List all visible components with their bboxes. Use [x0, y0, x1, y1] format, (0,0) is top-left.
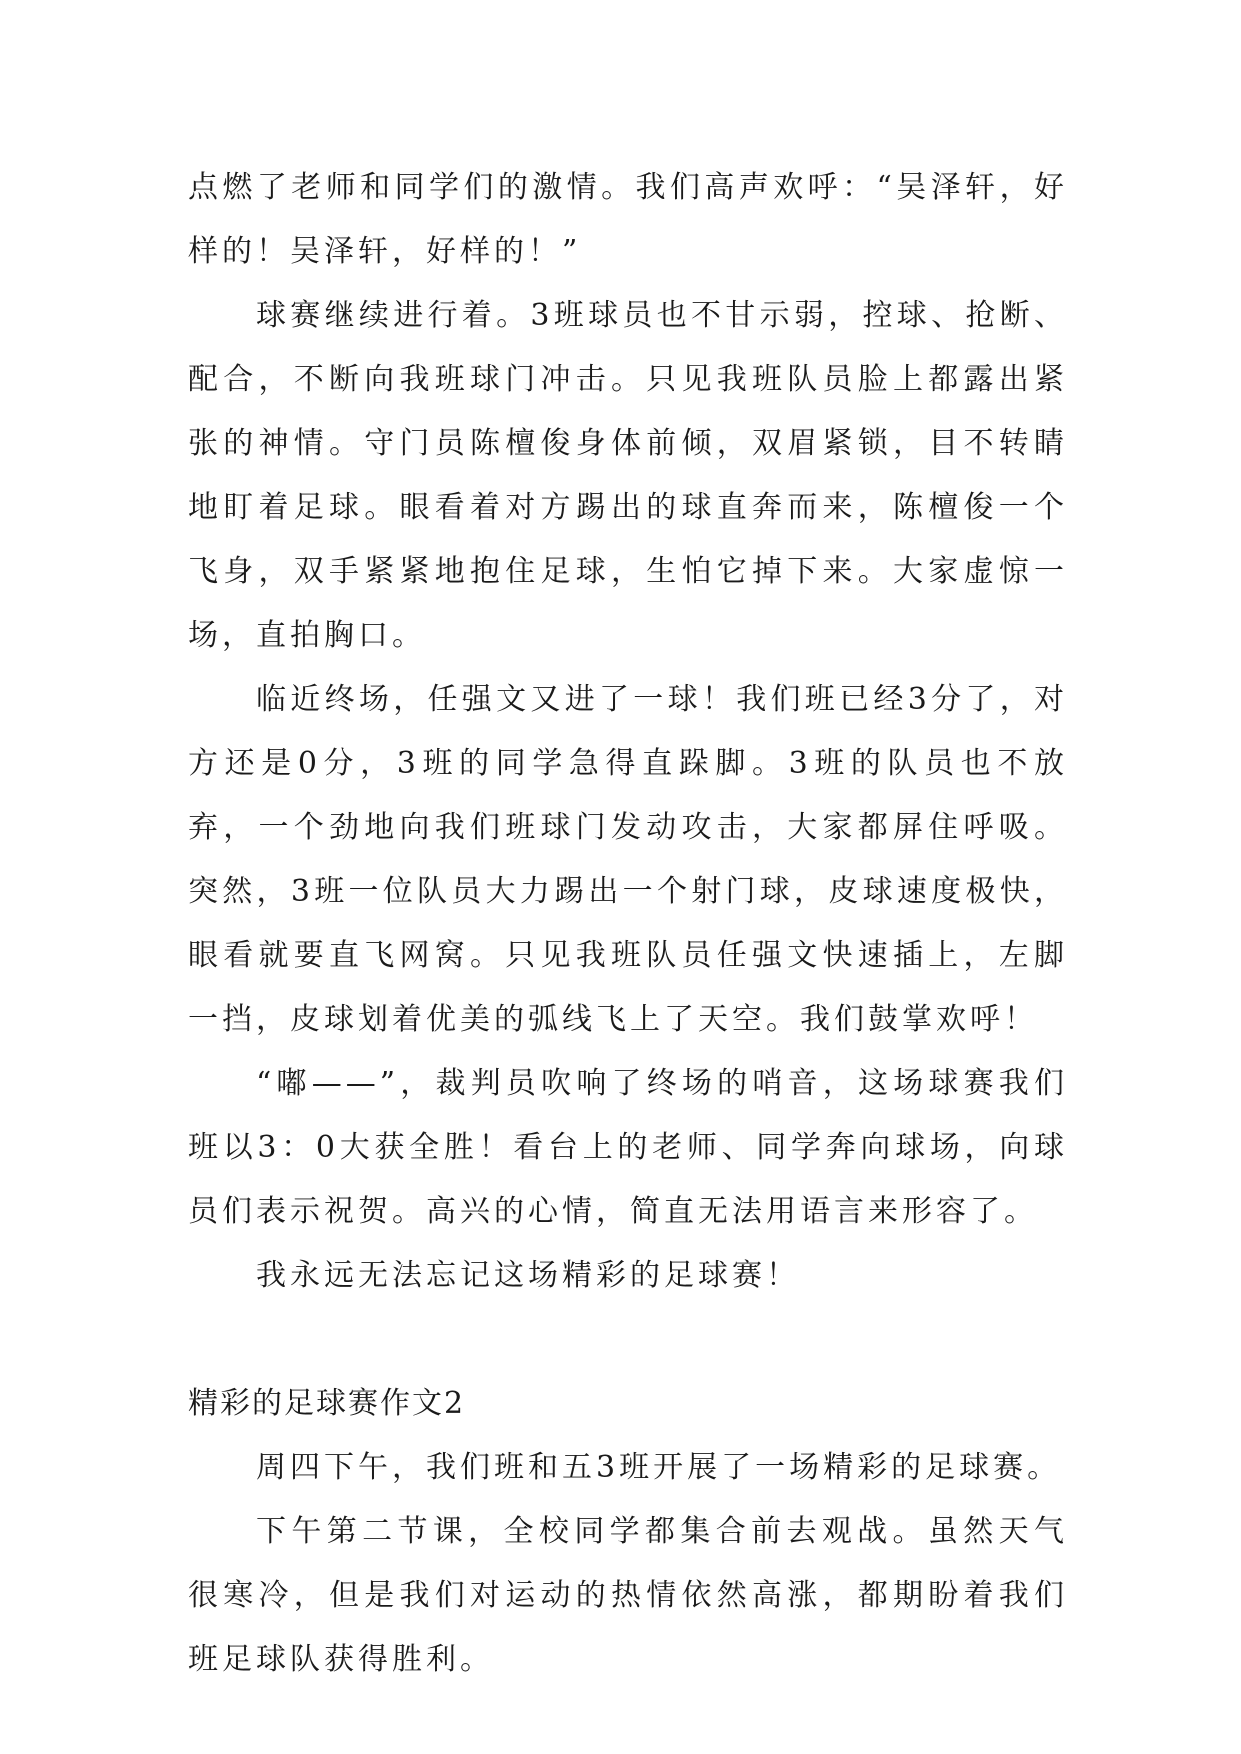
paragraph-conclusion: 我永远无法忘记这场精彩的足球赛！	[256, 1258, 800, 1293]
document-page	[188, 156, 1068, 1692]
section-gap	[188, 1308, 1068, 1372]
paragraph-goalkeeper: 球赛继续进行着。3班球员也不甘示弱，控球、抢断、配合，不断向我班球门冲击。只见我班队员脸上都露出紧张的神情。守门员陈檀俊身体前倾，双眉紧锁，目不转睛地盯着足球。眼看着对方踢出的球直奔而来，陈檀俊一个飞身，双手紧紧地抱住足球，生怕它掉下来。大家虚惊一场，直拍胸口。	[188, 298, 1068, 653]
paragraph-weather: 下午第二节课，全校同学都集合前去观战。虽然天气很寒冷，但是我们对运动的热情依然高涨，都期盼着我们班足球队获得胜利。	[188, 1514, 1068, 1677]
paragraph-endgame: 临近终场，任强文又进了一球！我们班已经3分了，对方还是0分，3班的同学急得直跺脚。3班的队员也不放弃，一个劲地向我们班球门发动攻击，大家都屏住呼吸。突然，3班一位队员大力踢出一个射门球，皮球速度极快，眼看就要直飞网窝。只见我班队员任强文快速插上，左脚一挡，皮球划着优美的弧线飞上了天空。我们鼓掌欢呼！	[188, 682, 1068, 1037]
paragraph-final-whistle: “嘟——”，裁判员吹响了终场的哨音，这场球赛我们班以3：0大获全胜！看台上的老师、同学奔向球场，向球员们表示祝贺。高兴的心情，简直无法用语言来形容了。	[188, 1066, 1068, 1229]
paragraph-continuation: 点燃了老师和同学们的激情。我们高声欢呼：“吴泽轩，好样的！吴泽轩，好样的！”	[188, 170, 1068, 269]
section-heading: 精彩的足球赛作文2	[188, 1386, 466, 1421]
paragraph-intro: 周四下午，我们班和五3班开展了一场精彩的足球赛。	[256, 1450, 1062, 1485]
